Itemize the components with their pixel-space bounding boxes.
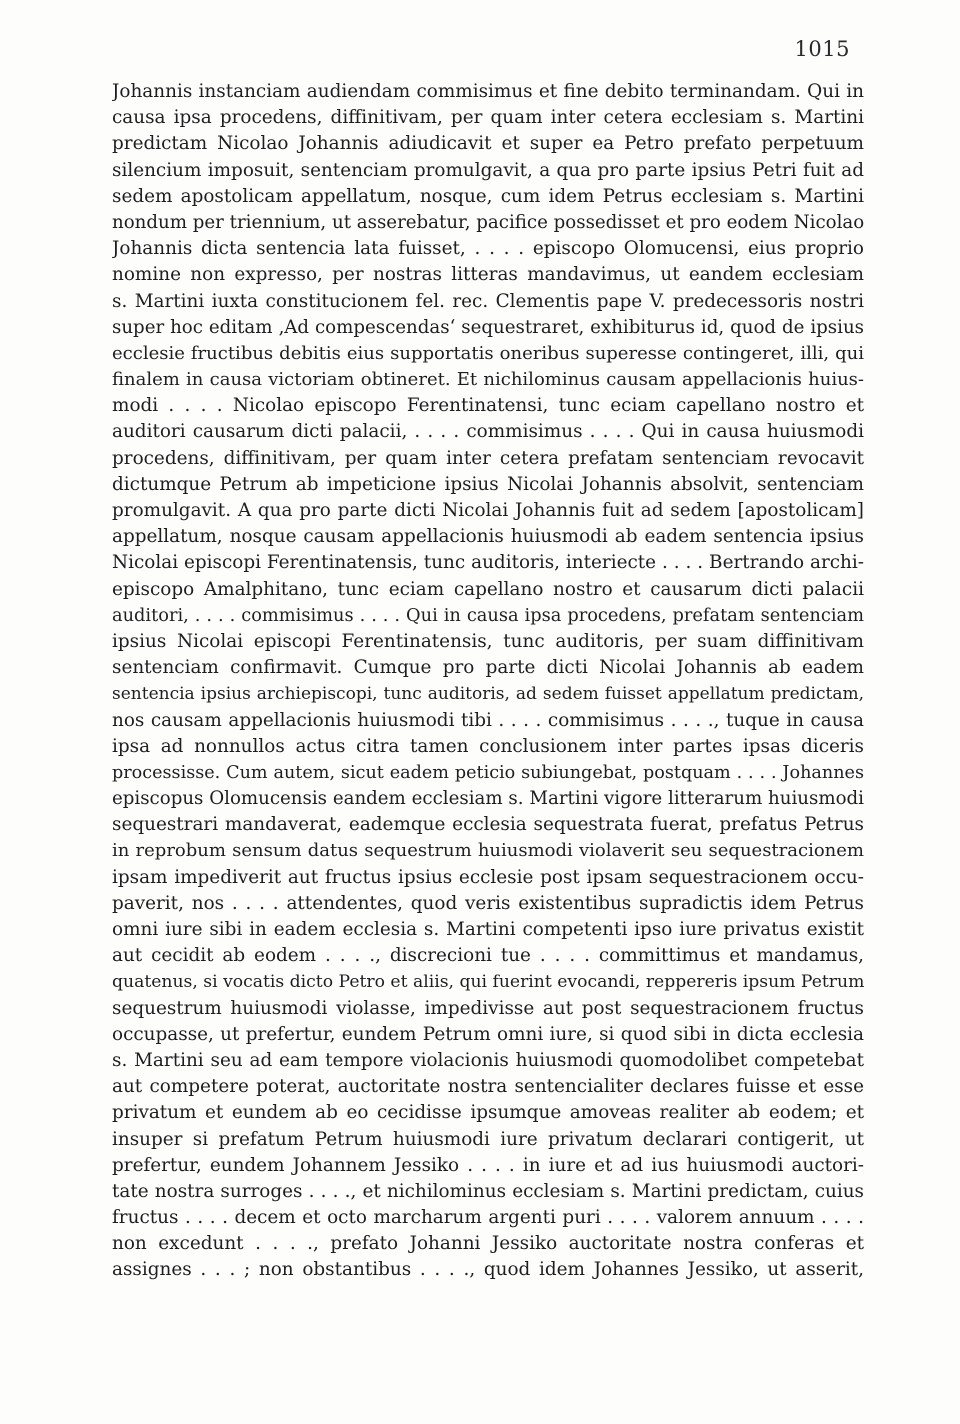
text-line: Nicolai episcopi Ferentinatensis, tunc auditoris, interiecte . . . . Bertrando archi- [112,552,864,574]
text-line: ipsam impediverit aut fructus ipsius ecclesie post ipsam sequestracionem occu- [112,866,864,888]
text-line: fructus . . . . decem et octo marcharum argenti puri . . . . valorem annuum . . . . [112,1207,864,1229]
text-line: tate nostra surroges . . . ., et nichilominus ecclesiam s. Martini predictam, cuius [112,1180,864,1202]
text-line: processisse. Cum autem, sicut eadem peticio subiungebat, postquam . . . . Johannes [112,762,864,783]
text-line: procedens, diffinitivam, per quam inter cetera prefatam sentenciam revocavit [112,447,864,469]
body-text [112,79,864,1284]
text-line: auditori causarum dicti palacii, . . . . commisimus . . . . Qui in causa huiusmodi [112,421,864,443]
text-line: in reprobum sensum datus sequestrum huiusmodi violaverit seu sequestracionem [112,840,864,862]
text-line: sentencia ipsius archiepiscopi, tunc auditoris, ad sedem fuisset appellatum predictam, [112,684,864,705]
text-line: insuper si prefatum Petrum huiusmodi iure privatum declarari contigerit, ut [112,1128,864,1150]
text-line: dictumque Petrum ab impeticione ipsius Nicolai Johannis absolvit, sentenciam [112,473,864,495]
text-line: sequestrari mandaverat, eademque ecclesia sequestrata fuerat, prefatus Petrus [112,814,864,836]
text-line: appellatum, nosque causam appellacionis huiusmodi ab eadem sentencia ipsius [112,526,864,548]
text-line: aut competere poterat, auctoritate nostra sentencialiter declares fuisse et esse [112,1076,864,1098]
text-line: auditori, . . . . commisimus . . . . Qui in causa ipsa procedens, prefatam sentenciam [112,604,864,626]
text-line: ipsius Nicolai episcopi Ferentinatensis, tunc auditoris, per suam diffinitivam [112,630,864,652]
text-line: modi . . . . Nicolao episcopo Ferentinatensi, tunc eciam capellano nostro et [112,395,864,417]
text-line: s. Martini seu ad eam tempore violacionis huiusmodi quomodolibet competebat [112,1049,864,1071]
text-line: ipsa ad nonnullos actus citra tamen conclusionem inter partes ipsas diceris [112,735,864,757]
text-line: s. Martini iuxta constitucionem fel. rec. Clementis pape V. predecessoris nostri [112,290,864,312]
text-line: sedem apostolicam appellatum, nosque, cum idem Petrus ecclesiam s. Martini [112,185,864,207]
page-number: 1015 [794,37,850,61]
text-line: nomine non expresso, per nostras litteras mandavimus, ut eandem ecclesiam [112,264,864,286]
text-line: nos causam appellacionis huiusmodi tibi . . . . commisimus . . . ., tuque in causa [112,709,864,731]
text-line: Johannis dicta sentencia lata fuisset, . . . . episcopo Olomucensi, eius proprio [112,238,864,260]
text-line: predictam Nicolao Johannis adiudicavit et super ea Petro prefato perpetuum [112,133,864,155]
text-line: prefertur, eundem Johannem Jessiko . . . . in iure et ad ius huiusmodi auctori- [112,1154,864,1176]
text-line: nondum per triennium, ut asserebatur, pacifice possedisset et pro eodem Nicolao [112,211,864,233]
text-line: occupasse, ut prefertur, eundem Petrum omni iure, si quod sibi in dicta ecclesia [112,1023,864,1045]
text-line: Johannis instanciam audiendam commisimus et fine debito terminandam. Qui in [112,81,864,102]
text-line: aut cecidit ab eodem . . . ., discrecioni tue . . . . committimus et mandamus, [112,945,864,967]
text-line: super hoc editam ‚Ad compescendas‘ sequestraret, exhibiturus id, quod de ipsius [112,316,864,338]
text-line: silencium imposuit, sentenciam promulgavit, a qua pro parte ipsius Petri fuit ad [112,159,864,181]
text-line: promulgavit. A qua pro parte dicti Nicolai Johannis fuit ad sedem [apostolicam] [112,500,864,521]
text-line: non excedunt . . . ., prefato Johanni Jessiko auctoritate nostra conferas et [112,1233,864,1255]
text-line: assignes . . . ; non obstantibus . . . ., quod idem Johannes Jessiko, ut asserit, [112,1259,864,1281]
text-line: ecclesie fructibus debitis eius supportatis oneribus superesse contingeret, illi, qui [112,342,864,364]
text-line: omni iure sibi in eadem ecclesia s. Martini competenti ipso iure privatus existit [112,919,864,940]
text-line: paverit, nos . . . . attendentes, quod veris existentibus supradictis idem Petrus [112,892,864,914]
text-line: privatum et eundem ab eo cecidisse ipsumque amoveas realiter ab eodem; et [112,1102,864,1124]
text-line: episcopus Olomucensis eandem ecclesiam s. Martini vigore litterarum huiusmodi [112,788,864,810]
text-line: sequestrum huiusmodi violasse, impedivisse aut post sequestracionem fructus [112,997,864,1019]
text-line: causa ipsa procedens, diffinitivam, per quam inter cetera ecclesiam s. Martini [112,107,864,129]
text-line: episcopo Amalphitano, tunc eciam capellano nostro et causarum dicti palacii [112,578,864,600]
text-line: quatenus, si vocatis dicto Petro et aliis, qui fuerint evocandi, reppereris ipsum Petrum [112,972,864,993]
text-line: sentenciam confirmavit. Cumque pro parte dicti Nicolai Johannis ab eadem [112,657,864,679]
text-line: finalem in causa victoriam obtineret. Et nichilominus causam appellacionis huius- [112,369,864,391]
